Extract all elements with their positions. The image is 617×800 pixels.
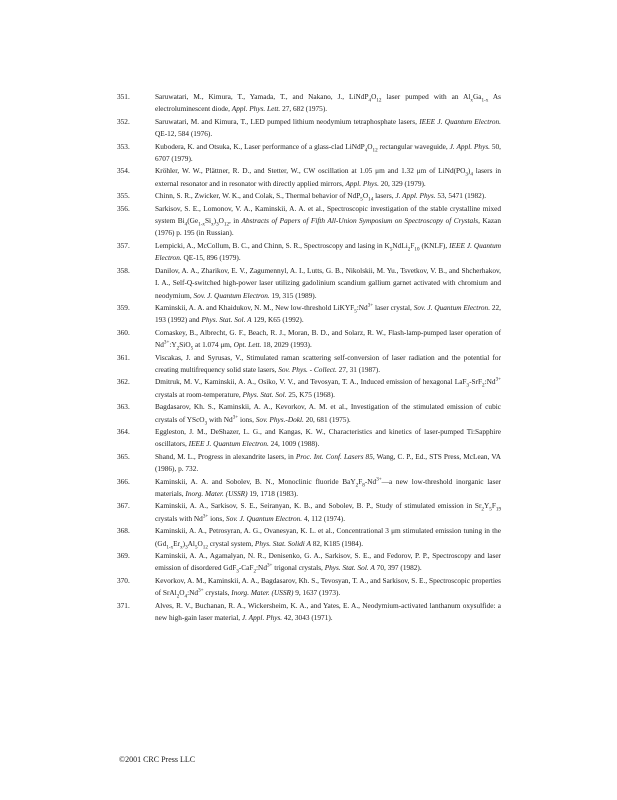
reference-text: Saruwatari, M., Kimura, T., Yamada, T., and Nakano, J., $LiNdP_4O_{12}$ laser pumped with an $Al_xGa_{1-x}$ As electroluminescent diode, Appl. Phys. Lett. 27, 682 (1975).	[155, 92, 501, 114]
reference-entry	[117, 451, 501, 476]
reference-entry	[117, 116, 501, 141]
reference-number: 369.	[117, 551, 130, 561]
reference-number: 353.	[117, 141, 130, 151]
reference-text: Shand, M. L., Progress in alexandrite lasers, in Proc. Int. Conf. Lasers 85, Wang, C. P., Ed., STS Press, McLean, VA (1986), p. 732.	[155, 451, 501, 474]
reference-number: 363.	[117, 402, 130, 412]
reference-text: Kevorkov, A. M., Kaminskii, A. A., Bagdasarov, Kh. S., Tevosyan, T. A., and Sarkisov, S. E., Spectroscopic properties of $SrAl_2O_4:Nd^{3+}$ crystals, Inorg. Mater. (USSR) 9, 1637 (1973).	[155, 575, 501, 600]
reference-number: 354.	[117, 166, 130, 176]
reference-entry	[117, 190, 501, 202]
reference-text: Viscakas, J. and Syrusas, V., Stimulated raman scattering self-conversion of laser radiation and the potential for creating multifrequency solid state lasers, Sov. Phys. - Collect. 27, 31 (1987).	[155, 352, 501, 374]
reference-text: Comaskey, B., Albrecht, G. F., Beach, R. J., Moran, B. D., and Solarz, R. W., Flash-lamp-pumped laser operation of $Nd^{3+}:Y_2SiO_5$ at 1.074 μm, Opt. Lett. 18, 2029 (1993).	[155, 327, 501, 352]
reference-entry	[117, 327, 501, 352]
reference-entry	[117, 426, 501, 451]
reference-text: Danilov, A. A., Zharikov, E. V., Zagumennyl, A. I., Lutts, G. B., Nikolskii, M. Yu., Tsvetkov, V. B., and Shcherhakov, I. A., Self-Q-switched high-power laser utilizing gadolinium scandium gallium garnet activated with chromium and neodymium, Sov. J. Quantum Electron. 19, 315 (1989).	[155, 265, 501, 300]
reference-text: Kaminskii, A. A., Petrosyran, A. G., Ovanesyan, K. L. et al., Concentrational 3 μm stimulated emission tuning in the $(Gd_{1-x}Er_x)_3Al_5O_{12}$ crystal system, Phys. Stat. Solidi A 82, K185 (1984).	[155, 526, 501, 551]
reference-number: 355.	[117, 191, 130, 201]
copyright-footer: ©2001 CRC Press LLC	[119, 755, 196, 764]
reference-text: Kubodera, K. and Otsuka, K., Laser performance of a glass-clad $LiNdP_4O_{12}$ rectangular waveguide, J. Appl. Phys. 50, 6707 (1979).	[155, 141, 502, 164]
reference-entry	[117, 525, 501, 550]
reference-text: Kaminskii, A. A. and Sobolev, B. N., Monoclinic fluoride $BaY_2F_8-Nd^{3+}—a$ new low-threshold inorganic laser materials, Inorg. Mater. (USSR) 19, 1718 (1983).	[155, 476, 501, 498]
reference-entry	[117, 500, 501, 525]
reference-text: Saruwatari, M. and Kimura, T., LED pumped lithium neodymium tetraphosphate lasers, IEEE J. Quantum Electron. QE-12, 584 (1976).	[155, 116, 501, 139]
reference-entry	[117, 203, 501, 240]
reference-entry	[117, 600, 501, 625]
reference-text: Sarkisov, S. E., Lomonov, V. A., Kaminskii, A. A. et al., Spectroscopic investigation of the stable crystalline mixed system $Bi_4(Ge_{1-x}Si_x)_3O_{12}$, in Abstracts of Papers of Fifth All-Union Symposium on Spectroscopy of Crystals, Kazan (1976) p. 195 (in Russian).	[155, 203, 501, 238]
reference-number: 370.	[117, 575, 130, 585]
reference-text: Eggleston, J. M., DeShazer, L. G., and Kangas, K. W., Characteristics and kinetics of laser-pumped Ti:Sapphire oscillators, IEEE J. Quantum Electron. 24, 1009 (1988).	[155, 426, 501, 449]
reference-entry	[117, 141, 501, 166]
reference-number: 361.	[117, 352, 130, 362]
reference-entry	[117, 240, 501, 265]
reference-entry	[117, 265, 501, 302]
reference-number: 352.	[117, 116, 130, 126]
reference-text: Dmitruk, M. V., Kaminskii, A. A., Osiko, V. V., and Tevosyan, T. A., Induced emission of hexagonal $LaF_3-SrF_2:Nd^{3+}$ crystals at room-temperature, Phys. Stat. Sol. 25, K75 (1968).	[155, 376, 501, 399]
reference-number: 362.	[117, 377, 130, 387]
reference-number: 371.	[117, 600, 130, 610]
reference-number: 364.	[117, 426, 130, 436]
reference-entry	[117, 476, 501, 501]
reference-entry	[117, 352, 501, 377]
reference-list	[117, 91, 501, 624]
reference-text: Kaminskii, A. A., Agamalyan, N. R., Denisenko, G. A., Sarkisov, S. E., and Fedorov, P. P., Spectroscopy and laser emission of disordered $GdF_3-CaF_2:Nd^{3+}$ trigonal crystals, Phys. Stat. Sol. A 70, 397 (1982).	[155, 551, 501, 575]
reference-number: 360.	[117, 327, 130, 337]
reference-entry	[117, 575, 501, 600]
reference-text: Bagdasarov, Kh. S., Kaminskii, A. A., Kevorkov, A. M. et al., Investigation of the stimulated emission of cubic crystals of YScO$_3$ with $Nd^{3+}$ ions, Sov. Phys.-Dokl. 20, 681 (1975).	[155, 402, 501, 427]
reference-text: Alves, R. V., Buchanan, R. A., Wickersheim, K. A., and Yates, E. A., Neodymium-activated lanthanum oxysulfide: a new high-gain laser material, J. Appl. Phys. 42, 3043 (1971).	[155, 600, 501, 623]
reference-number: 357.	[117, 240, 130, 250]
reference-text: Lempicki, A., McCollum, B. C., and Chinn, S. R., Spectroscopy and lasing in $K_5NdLi_2F_{10}$ (KNLF), IEEE J. Quantum Electron. QE-15, 896 (1979).	[155, 240, 501, 263]
reference-entry	[117, 302, 501, 327]
reference-number: 351.	[117, 92, 130, 101]
reference-entry	[117, 550, 501, 575]
reference-number: 368.	[117, 526, 130, 536]
reference-text: Kaminskii, A. A., Sarkisov, S. E., Seiranyan, K. B., and Sobolev, B. P., Study of stimulated emission in $Sr_2Y_5F_{19}$ crystals with $Nd^{3+}$ ions, Sov. J. Quantum Electron. 4, 112 (1974).	[155, 501, 501, 523]
reference-number: 356.	[117, 203, 130, 213]
reference-number: 365.	[117, 451, 130, 461]
reference-entry	[117, 401, 501, 426]
reference-number: 366.	[117, 476, 130, 486]
reference-number: 367.	[117, 501, 130, 511]
reference-text: Kaminskii, A. A. and Khaidukov, N. M., New low-threshold $LiKYF_5:Nd^{3+}$ laser crystal, Sov. J. Quantum Electron. 22, 193 (1992) and Phys. Stat. Sol. A 129, K65 (1992).	[155, 302, 502, 325]
reference-number: 358.	[117, 265, 130, 275]
reference-text: Chinn, S. R., Zwicker, W. K., and Colak, S., Thermal behavior of $NdP_5O_{14}$ lasers, J. Appl. Phys. 53, 5471 (1982).	[155, 191, 487, 203]
reference-entry	[117, 91, 501, 116]
reference-text: Kröhler, W. W., Plättner, R. D., and Stetter, W., CW oscillation at 1.05 μm and 1.32 μm of $LiNd(PO_3)_4$ lasers in external resonator and in resonator with directly applied mirrors, Appl. Phys. 20, 329 (1979).	[155, 166, 501, 188]
reference-number: 359.	[117, 302, 130, 312]
reference-entry	[117, 376, 501, 401]
reference-entry	[117, 165, 501, 190]
